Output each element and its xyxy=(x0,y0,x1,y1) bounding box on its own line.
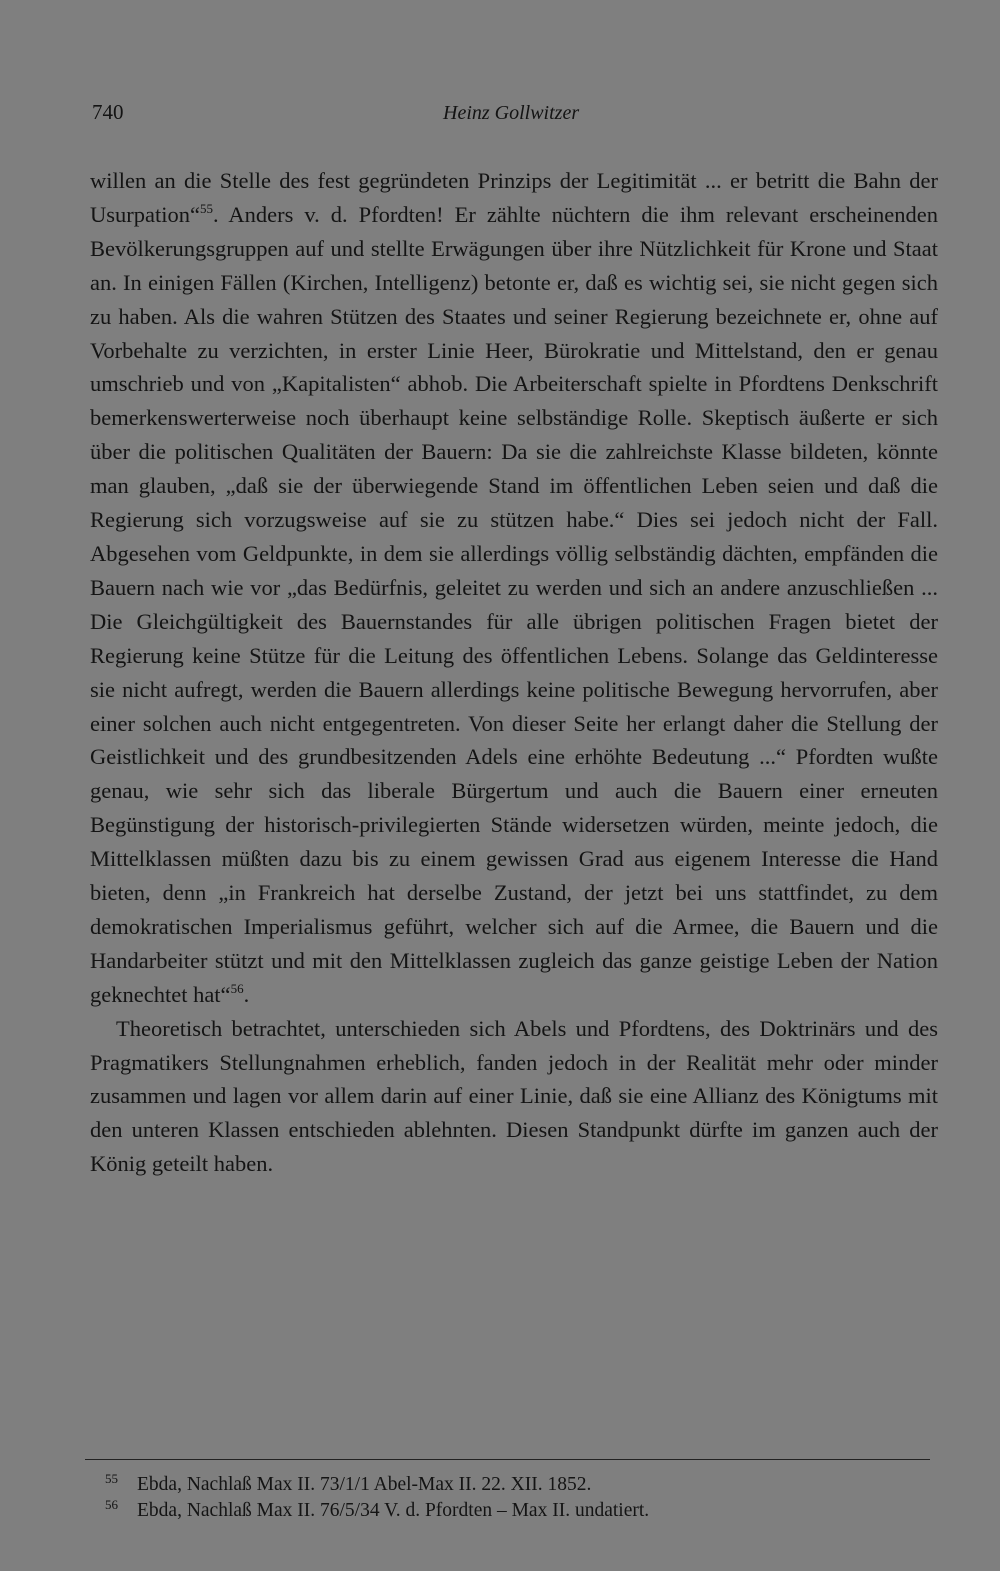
footnote-ref-56: 56 xyxy=(230,980,244,996)
footnote-item: 56 Ebda, Nachlaß Max II. 76/5/34 V. d. Pfordten – Max II. undatiert. xyxy=(105,1497,650,1521)
footnote-item: 55 Ebda, Nachlaß Max II. 73/1/1 Abel-Max II. 22. XII. 1852. xyxy=(105,1471,592,1495)
page-number: 740 xyxy=(92,100,124,124)
footnote-text: Ebda, Nachlaß Max II. 76/5/34 V. d. Pfordten – Max II. undatiert. xyxy=(137,1500,650,1521)
paragraph-2: Theoretisch betrachtet, unterschieden sich Abels und Pfordtens, des Doktrinärs und des Pragmatikers Stellungnahmen erheblich, fanden jedoch in der Realität mehr oder minder zusammen und lagen vor allem darin auf einer Linie, daß sie eine Allianz des Königtums mit den unteren Klassen entschieden ablehnten. Diesen Standpunkt dürfte im ganzen auch der König geteilt haben. xyxy=(90,1015,938,1177)
footnote-ref-55: 55 xyxy=(199,200,213,216)
paragraph-1-text-c: . xyxy=(243,981,250,1007)
body-text xyxy=(90,164,938,1181)
paragraph-1 xyxy=(90,164,938,1012)
paragraph-1-text-a: willen an die Stelle des fest gegründeten Prinzips der Legitimität ... er betritt die Bahn der Usurpation“ xyxy=(90,168,938,227)
paragraph-1-text-b: . Anders v. d. Pfordten! Er zählte nüchtern die ihm relevant erscheinenden Bevölkerungsgruppen auf und stellte Erwägungen über ihre Nützlichkeit für Krone und Staat an. In einigen Fällen (Kirchen, Intelligenz) betonte er, daß es wichtig sei, sie nicht gegen sich zu haben. Als die wahren Stützen des Staates und seiner Regierung bezeichnete er, ohne auf Vorbehalte zu verzichten, in erster Linie Heer, Bürokratie und Mittelstand, den er genau umschrieb und von „Kapitalisten“ abhob. Die Arbeiterschaft spielte in Pfordtens Denkschrift bemerkenswerterweise noch überhaupt keine selbständige Rolle. Skeptisch äußerte er sich über die politischen Qualitäten der Bauern: Da sie die zahlreichste Klasse bildeten, könnte man glauben, „daß sie der überwiegende Stand im öffentlichen Leben seien und daß die Regierung sich vorzugsweise auf sie zu stützen habe.“ Dies sei jedoch nicht der Fall. Abgesehen vom Geldpunkte, in dem sie allerdings völlig selbständig dächten, empfänden die Bauern nach wie vor „das Bedürfnis, geleitet zu werden und sich an andere anzuschließen ... Die Gleichgültigkeit des Bauernstandes für alle übrigen politischen Fragen bietet der Regierung keine Stütze für die Leitung des öffentlichen Lebens. Solange das Geldinteresse sie nicht aufregt, werden die Bauern allerdings keine politische Bewegung hervorrufen, aber einer solchen auch nicht entgegentreten. Von dieser Seite her erlangt daher die Stellung der Geistlichkeit und des grundbesitzenden Adels eine erhöhte Bedeutung ...“ Pfordten wußte genau, wie sehr sich das liberale Bürgertum und auch die Bauern einer erneuten Begünstigung der historisch-privilegierten Stände widersetzen würden, meinte jedoch, die Mittelklassen müßten dazu bis zu einem gewissen Grad aus eigenem Interesse die Hand bieten, denn „in Frankreich hat derselbe Zustand, der jetzt bei uns stattfindet, zu dem demokratischen Imperialismus geführt, welcher sich auf die Armee, die Bauern und die Handarbeiter stützt und mit den Mittelklassen zugleich das ganze geistige Leben der Nation geknechtet hat“ xyxy=(90,201,938,1007)
footnotes xyxy=(105,1472,649,1524)
footnote-text: Ebda, Nachlaß Max II. 73/1/1 Abel-Max II. 22. XII. 1852. xyxy=(137,1474,592,1495)
running-head: Heinz Gollwitzer xyxy=(443,102,580,124)
footnote-divider xyxy=(85,1459,930,1460)
